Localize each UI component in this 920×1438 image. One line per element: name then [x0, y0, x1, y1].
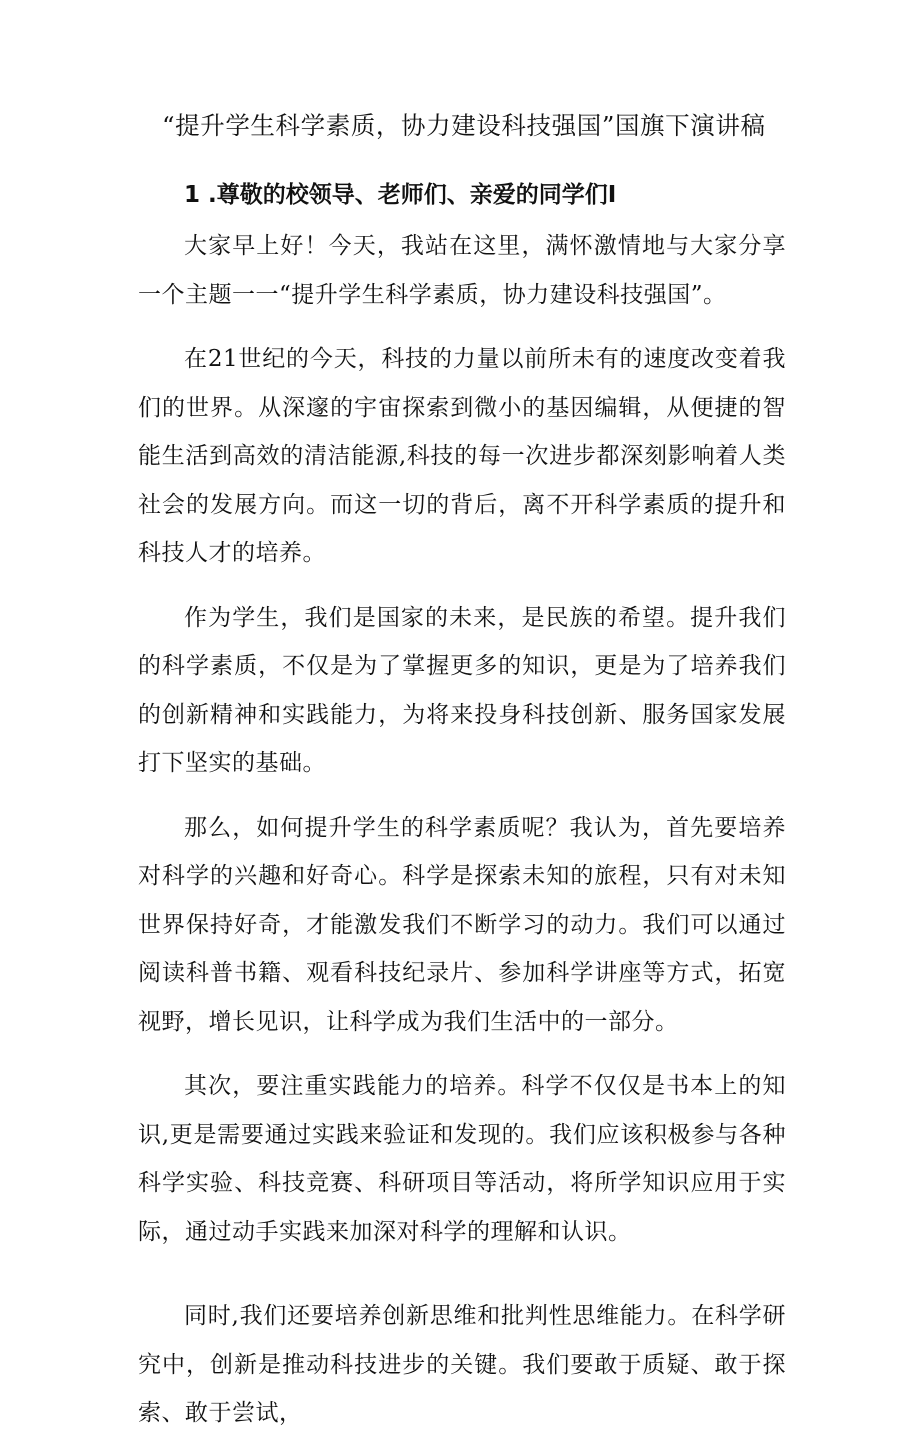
- paragraph-1: 大家早上好！今天，我站在这里，满怀激情地与大家分享一个主题一一“提升学生科学素质，协力建设科技强国”。: [138, 233, 786, 308]
- greeting-line: 1 .尊敬的校领导、老师们、亲爱的同学们I: [184, 182, 617, 208]
- paragraph-6: 同时,我们还要培养创新思维和批判性思维能力。在科学研究中，创新是推动科技进步的关键。我们要敢于质疑、敢于探索、敢于尝试，: [138, 1303, 786, 1426]
- paragraph-4: 那么，如何提升学生的科学素质呢？我认为，首先要培养对科学的兴趣和好奇心。科学是探索未知的旅程，只有对未知世界保持好奇，才能激发我们不断学习的动力。我们可以通过阅读科普书籍、观看科技纪录片、参加科学讲座等方式，拓宽视野，增长见识，让科学成为我们生活中的一部分。: [138, 814, 786, 1035]
- document-title: “提升学生科学素质，协力建设科技强国”国旗下演讲稿: [162, 111, 766, 140]
- paragraph-5: 其次，要注重实践能力的培养。科学不仅仅是书本上的知识,更是需要通过实践来验证和发现的。我们应该积极参与各种科学实验、科技竞赛、科研项目等活动，将所学知识应用于实际，通过动手实践来加深对科学的理解和认识。: [138, 1073, 786, 1245]
- paragraph-2: 在21世纪的今天，科技的力量以前所未有的速度改变着我们的世界。从深邃的宇宙探索到微小的基因编辑，从便捷的智能生活到高效的清洁能源,科技的每一次进步都深刻影响着人类社会的发展方向。而这一切的背后，离不开科学素质的提升和科技人才的培养。: [138, 346, 786, 566]
- paragraph-3: 作为学生，我们是国家的未来，是民族的希望。提升我们的科学素质，不仅是为了掌握更多的知识，更是为了培养我们的创新精神和实践能力，为将来投身科技创新、服务国家发展打下坚实的基础。: [138, 604, 786, 776]
